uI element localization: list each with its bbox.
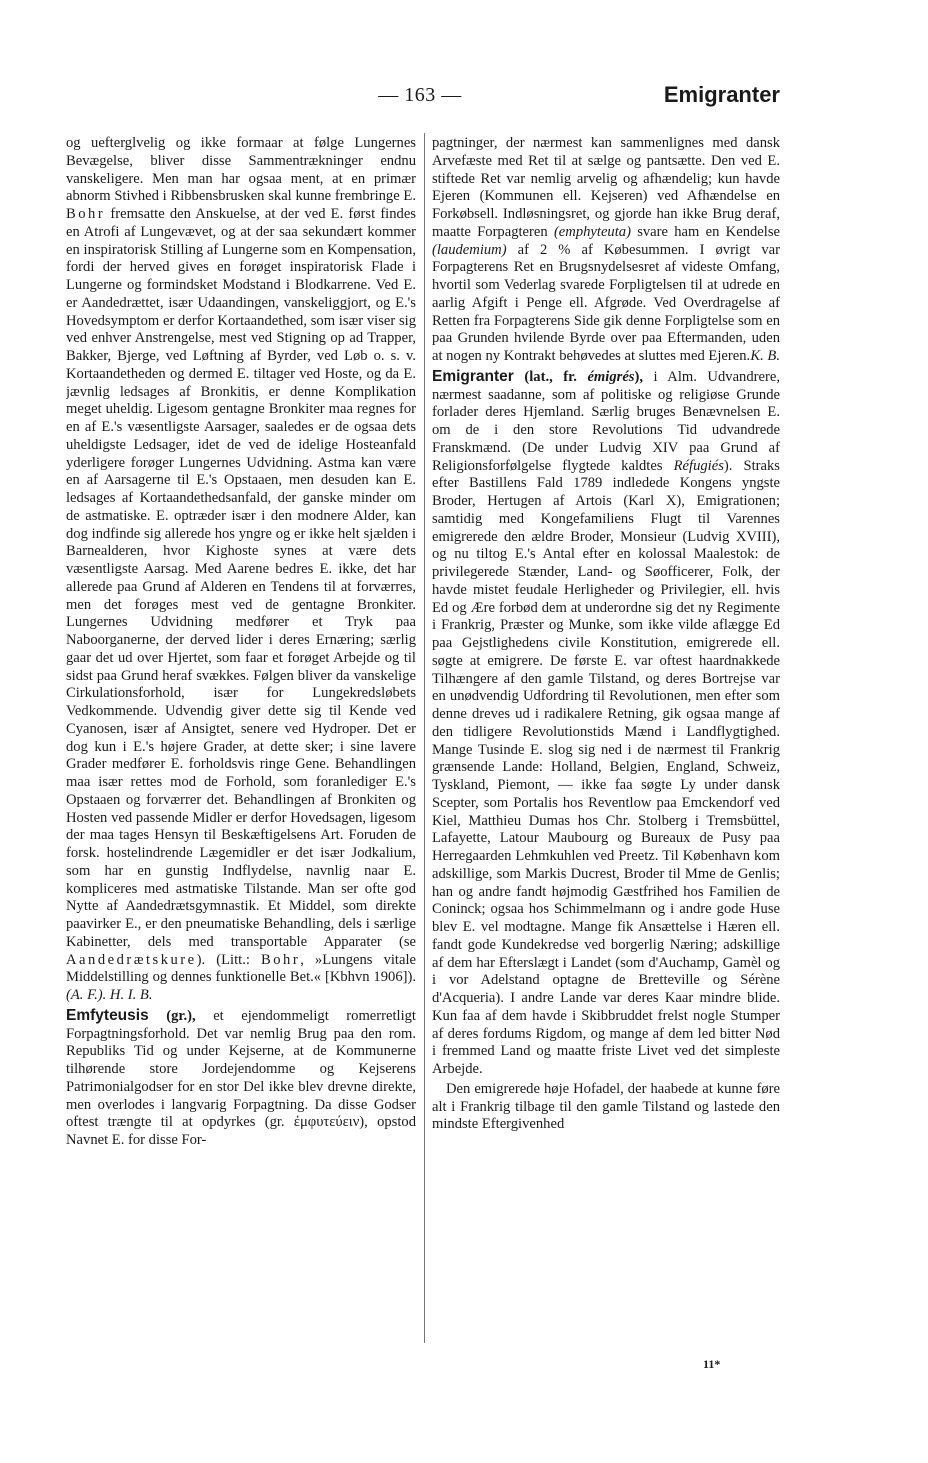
literature-label: ). (Litt.: — [196, 951, 250, 968]
emfyteusis-continuation — [432, 135, 780, 366]
page-header — [60, 84, 780, 114]
emfysem-continuation — [66, 135, 416, 1005]
french-term: Réfugiés — [673, 457, 724, 474]
emigranter-paragraph-2: Den emigrerede høje Hofadel, der haabede at kunne føre alt i Frankrig tilbage til den gamle Tilstand og lastede den mindste Eftergivenhed — [432, 1080, 780, 1133]
entry-body: et ejendommeligt romerretligt Forpagtningsforhold. Det var nemlig Brug paa den rom. Republiks Tid og under Kejserne, at de Kommunerne tilhørende store Jordejendomme og Kejserens Patrimonialgodser for en stor Del ikke blev drevne direkte, men overlodes i langvarig Forpagtning. Da disse Godser oftest trængte til at opdyrkes (gr. ἐμφυτεύειν), opstod Navnet E. for disse For- — [66, 1007, 416, 1148]
entry-emigranter — [432, 368, 780, 1079]
text-run: fremsatte den Anskuelse, at der ved E. først findes en Atrofi af Lungevævet, og at der saa sekundært kommer en inspiratorisk Stilling af Lungerne som en Kompensation, fordi der herved gives en forøget inspiratorisk Flade i Lungerne og formindsket Modstand i Blodkarrene. Ved E. er Aandedrættet, især Udaandingen, vanskeliggjort, og E.'s Hovedsymptom er derfor Kortaandethed, som især viser sig ved enhver Anstrengelse, mest ved Stigning op ad Trapper, Bakker, Bjerge, ved Løftning af Byrder, ved Løb o. s. v. Kortaandetheden og dermed E. tiltager ved Hoste, og da E. jævnlig ledsages af Bronkitis, er denne Komplikation meget uheldig. Ligesom gentagne Bronkiter maa regnes for en af E.'s væsentligste Aarsager, saaledes er de ogsaa dets uheldigste Ledsager, idet de ved de idelige Hosteanfald yderligere forøger Lungernes Udvidning. Astma kan være en af Aarsagerne til E.'s Opstaaen, men desuden kan E. ledsages af Kortaandethedsanfald, der ganske minder om de astmatiske. E. optræder især i den modnere Alder, kan dog indfinde sig allerede hos yngre og er ikke helt sjælden i Barnealderen, hvor Kighoste synes at være dets væsentligste Aarsag. Med Aarene bedres E. ikke, det har allerede paa Grund af Alderen en Tendens til at forværres, men det forøges mest ved de gentagne Bronkiter. Lungernes Udvidning medfører et Tryk paa Naboorganerne, der derved lider i deres Ernæring; særlig gaar det ud over Hjertet, som faar et forøget Arbejde og til sidst paa Grund heraf svækkes. Følgen bliver da vanskelige Cirkulationsforhold, især for Lungekredsløbets Vedkommende. Udvendig giver dette sig til Kende ved Cyanosen, især af Ansigtet, senere ved Hydroper. Det er dog kun i E.'s højere Grader, at dette sker; i sine lavere Grader medfører E. forholdsvis ringe Gene. Behandlingen maa især rettes mod de Forhold, som foranlediger E.'s Opstaaen og forværrer det. Behandlingen af Bronkiten og Hosten ved passende Midler er derfor Hovedsagen, ligesom der maa tages Hensyn til Beskæftigelsens Art. Foruden de forsk. hostelindrende Lægemidler er det især Jodkalium, som har en gunstig Indflydelse, navnlig naar E. kompliceres med astmatiske Tilstande. Man ser ofte god Nytte af Aandedrætsgymnastik. Et Middel, som direkte paavirker E., er den pneumatiske Behandling, dels i særlige Kabinetter, dels med transportable Apparater (se — [66, 206, 416, 950]
entry-headword: Emigranter — [432, 367, 514, 385]
entry-headword: Emfyteusis — [66, 1006, 149, 1024]
author-name: Bohr — [261, 951, 301, 968]
text-run: og uefterglvelig og ikke formaar at følge Lungernes Bevægelse, bliver disse Sammentrækninger endnu vanskeligere. Men man har ogsaa ment, at en primær abnorm Stivhed i Ribbensbrusken skal kunne frembringe E. — [66, 135, 416, 205]
signature-mark: 11* — [703, 1357, 721, 1371]
latin-term: (emphyteuta) — [553, 223, 631, 240]
latin-term: (laudemium) — [432, 241, 507, 258]
author-signature: (A. F.). H. I. B. — [66, 987, 153, 1003]
entry-body: i Alm. Udvandrere, nærmest saadanne, som af politiske og religiøse Grunde forlader deres Hjemland. Særlig bruges Benævnelsen E. om de i den store Revolutions Tid udvandrede Franskmænd. (De under Ludvig XIV paa Grund af Religionsforfølgelse flygtede kaldtes — [432, 368, 780, 474]
french-term: émigrés — [587, 368, 635, 385]
entry-body: ). Straks efter Bastillens Fald 1789 indledede Kongens yngste Broder, Hertugen af Artois (Karl X), Emigrationen; samtidig med Kongefamiliens Flugt til Varennes emigrerede den ældre Broder, Monsieur (Ludvig XVIII), og nu tiltog E.'s Antal efter en kolossal Maalestok: de privilegerede Stænder, Land- og Søofficerer, Folk, der havde mistet feudale Herligheder og Privilegier, ell. hvis Ed og Ære forbød dem at underordne sig det ny Regimente i Frankrig, Præster og Munke, som ikke vilde aflægge Ed paa Gejstlighedens civile Konstitution, emigrerede ell. søgte at emigrere. De første E. var oftest haardnakkede Tilhængere af den gamle Tilstand, og deres Bortrejse var en unødvendig Udfordring til Revolutionen, men efter som denne dreves ud i radikalere Retning, gik ogsaa mange af den tidligere Revolutionstids Mænd i Landflygtighed. Mange Tusinde E. slog sig ned i de nærmest til Frankrig grænsende Lande: Holland, Belgien, England, Schweiz, Tyskland, Piemont, — ikke faa søgte Ly under dansk Scepter, som Portalis hos Reventlow paa Emckendorf ved Kiel, Matthieu Dumas hos Chr. Stolberg i Tremsbüttel, Lafayette, Latour Maubourg og Bureaux de Pusy paa Herregaarden Lehmkuhlen ved Preetz. Til København kom adskillige, som Markis Ducrest, Broder til Mme de Genlis; han og andre fandt højmodig Gæstfrihed hos Familien de Coninck; ogsaa hos Schimmelmann og i andre gode Huse blev E. vel modtagne. Mange fik Ansættelse i Hæren ell. fandt gode Kundekredse ved borgerlig Næring; adskillige af dem har Efterslægt i Landet (som d'Auchamp, Gamèl og i vor Adelstand optagne de Bretteville og Sérène d'Acqueria). I andre Lande var deres Kaar mindre blide. Kun faa af dem havde i Skibbruddet frelst nogle Stumper af deres fordums Rigdom, og mange af dem led bitter Nød i fremmed Land og maatte friste Livet ved det simpleste Arbejde. — [432, 457, 780, 1077]
entry-etymology: (lat., fr. — [524, 368, 577, 385]
running-head: Emigranter — [663, 82, 780, 107]
entry-emfyteusis — [66, 1007, 416, 1150]
text-run: pagtninger, der nærmest kan sammenlignes med dansk Arvefæste med Ret til at sælge og pantsætte. Den ved E. stiftede Ret var nemlig arvelig og afhændelig; kun havde Ejeren (Kommunen ell. Kejseren) ved Afhændelse en Forkøbsell. Indløsningsret, og gjorde han ikke Brug deraf, maatte Forpagteren — [432, 135, 780, 240]
text-run: svare ham en Kendelse — [637, 223, 780, 240]
author-name: Bohr — [66, 206, 106, 222]
cross-reference: Aandedrætskure — [66, 951, 197, 968]
text-run: af 2 % af Købesummen. I øvrigt var Forpagterens Ret en Brugsnydelsesret af videste Omfang, hvortil som Vederlag svarede Forpligtelsen til at udrede en aarlig Afgift i Penge ell. Afgrøde. Ved Overdragelse af Retten fra Forpagterens Side gik denne Forpligtelse som en paa Grunden hvilende Byrde over paa Eftermanden, uden at nogen ny Kontrakt behøvedes at sluttes med Ejeren. — [432, 241, 780, 364]
left-column — [66, 135, 416, 1350]
entry-etymology: (gr.), — [166, 1007, 196, 1024]
column-divider — [424, 133, 425, 1343]
literature-reference: , »Lungens vitale Middelstilling og dennes funktionelle Bet.« [Kbhvn 1906]). — [66, 951, 416, 986]
author-signature: K. B. — [750, 348, 780, 364]
right-column — [432, 135, 780, 1390]
etymology-close: ), — [634, 368, 643, 385]
page-number: — 163 — — [378, 84, 462, 106]
